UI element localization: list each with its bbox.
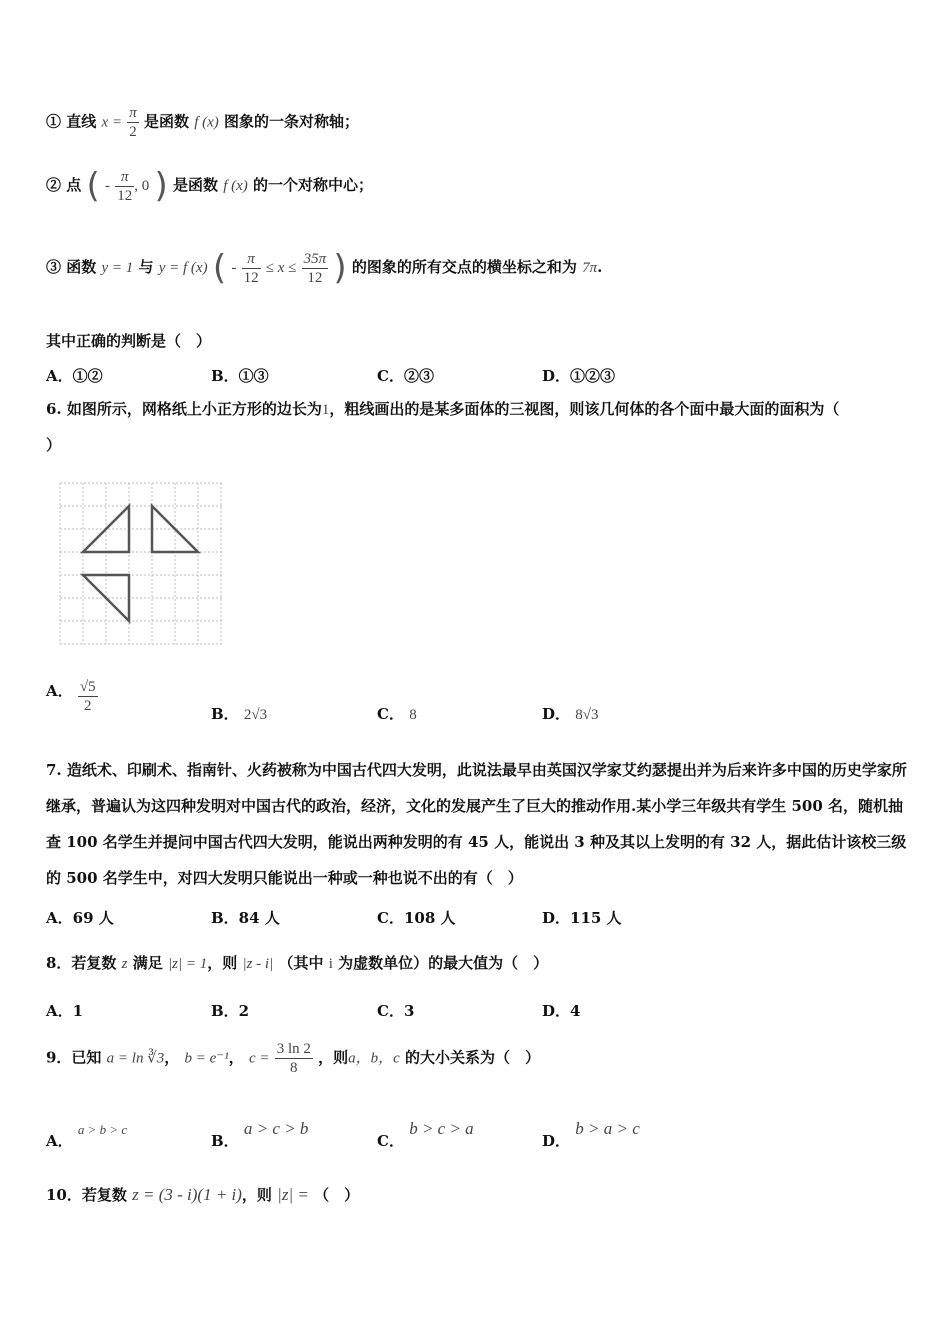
q5-item3-frac-a: $\frac{\pi}{12}$ (243, 250, 259, 286)
q5-option-c[interactable]: C．②③ (377, 367, 434, 385)
q6-stem-close: ） (46, 436, 62, 454)
q8-stem: 8．若复数 z 满足 |z| = 1，则 |z - i| （其中 i 为虚数单位）的最大值为（ ） (46, 954, 549, 972)
q9-option-a[interactable]: A． a > b > c (46, 1122, 128, 1150)
q7-option-d[interactable]: D．115 人 (542, 909, 622, 927)
q6-option-d[interactable]: D． 8√3 (542, 705, 599, 723)
q8-option-b[interactable]: B．2 (211, 1002, 250, 1020)
q5-item2-frac: $\frac{\pi}{12}$ (117, 168, 133, 204)
q5-item3-frac-b: $\frac{35\pi}{12}$ (303, 250, 327, 286)
q8-option-a[interactable]: A．1 (46, 1002, 84, 1020)
q5-option-d[interactable]: D．①②③ (542, 367, 616, 385)
q7-option-c[interactable]: C．108 人 (377, 909, 456, 927)
q9-option-c[interactable]: C． b > c > a (377, 1119, 474, 1150)
q7-option-b[interactable]: B．84 人 (211, 909, 280, 927)
q7-option-a[interactable]: A．69 人 (46, 909, 114, 927)
q6-stem: 6. 如图所示，网格纸上小正方形的边长为1，粗线画出的是某多面体的三视图，则该几何体的各个面中最大面的面积为（ (46, 400, 840, 418)
q5-question: 其中正确的判断是（ ） (46, 332, 212, 350)
q5-item3: ③ 函数 y = 1 与 y = f (x) ( - $\frac{\pi}{12}$ ≤ x ≤ $\frac{35\pi}{12}$ ) 的图象的所有交点的横坐标之和为 7π. (46, 248, 603, 288)
q5-option-b[interactable]: B．①③ (211, 367, 269, 385)
q9-option-b[interactable]: B． a > c > b (211, 1119, 309, 1150)
q5-item1-lhs: x = (101, 114, 122, 131)
q5-option-a[interactable]: A．①② (46, 367, 103, 385)
q5-item2: ② 点 ( - $\frac{\pi}{12}$ , 0 ) 是函数 f (x) 的一个对称中心； (46, 166, 374, 206)
q8-option-d[interactable]: D．4 (542, 1002, 581, 1020)
q9-stem: 9．已知 a = ln ∛3， b = e⁻¹， c = $\frac{3 \ln 2}{8}$ ，则a，b，c 的大小关系为（ ） (46, 1041, 541, 1076)
q6-option-a[interactable]: A． $\frac{√5}{2}$ (46, 679, 96, 714)
q5-item1: ① 直线 x = $\frac{\pi}{2}$ 是函数 f (x) 图象的一条对称轴； (46, 105, 360, 140)
q8-option-c[interactable]: C．3 (377, 1002, 415, 1020)
q10-stem: 10．若复数 z = (3 - i)(1 + i)，则 |z| = （ ） (46, 1185, 360, 1204)
three-view-grid-figure (56, 478, 226, 650)
q6-option-c[interactable]: C． 8 (377, 705, 417, 723)
q7-stem: 7. 造纸术、印刷术、指南针、火药被称为中国古代四大发明，此说法最早由英国汉学家艾约瑟提出并为后来许多中国的历史学家所继承，普遍认为这四种发明对中国古代的政治，经济，文化的发展产生了巨大的推动作用.某小学三年级共有学生 500 名，随机抽查 100 名学生并提问中国古代四大发明，能说出两种发明的有 45 人，能说出 3 种及其以上发明的有 32 人，据此估计该校三级的 500 名学生中，对四大发明只能说出一种或一种也说不出的有（ ） (46, 761, 907, 887)
q9-option-d[interactable]: D． b > a > c (542, 1119, 640, 1150)
q6-option-b[interactable]: B． 2√3 (211, 705, 268, 723)
q5-item1-frac: $\frac{\pi}{2}$ (129, 105, 137, 140)
